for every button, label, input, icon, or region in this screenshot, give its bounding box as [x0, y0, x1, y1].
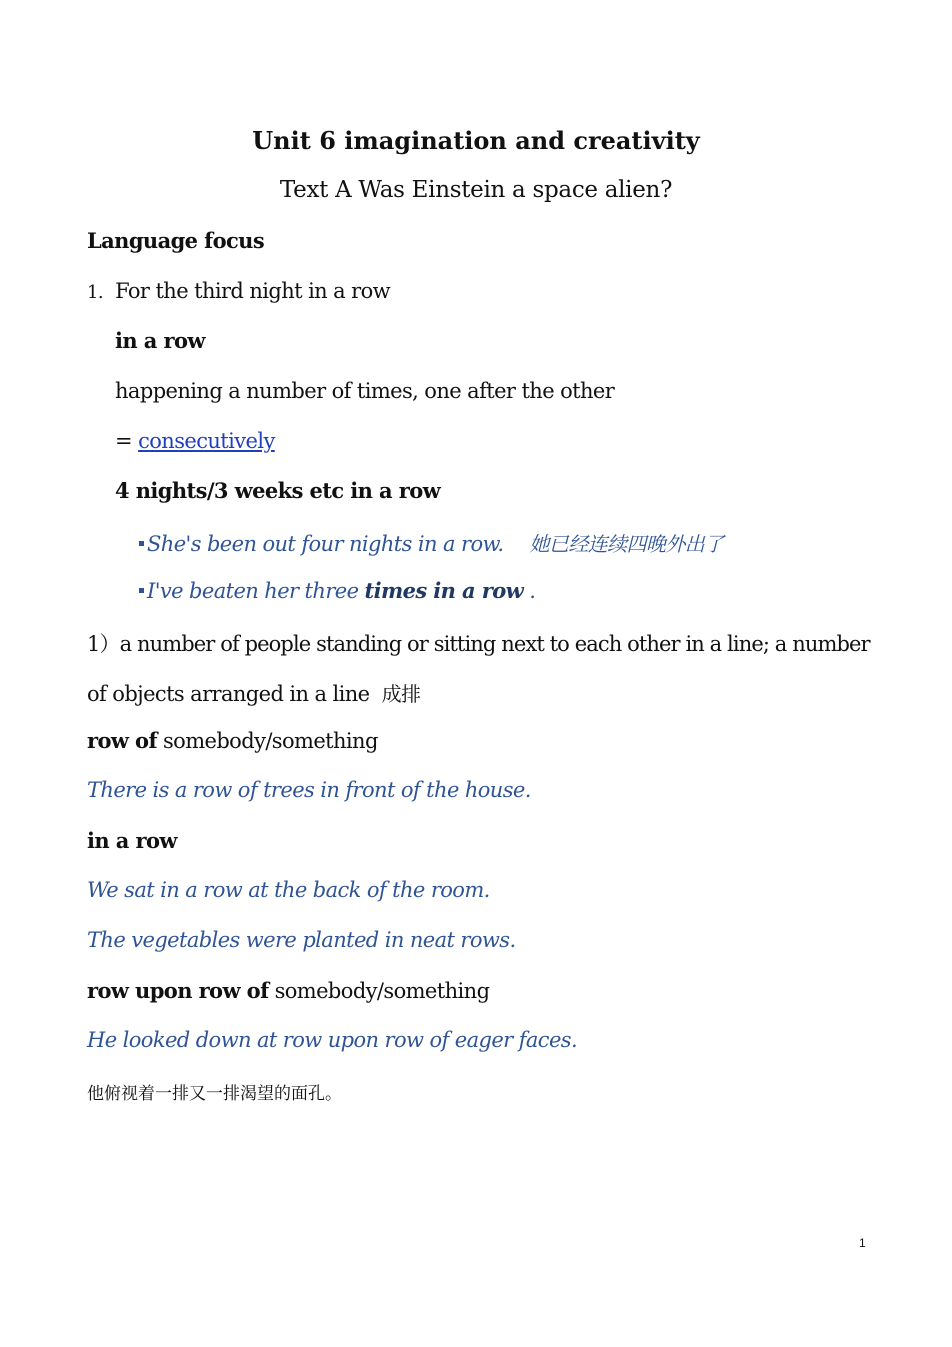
sense-1-line-2: [87, 678, 420, 707]
synonym-link[interactable]: consecutively: [138, 429, 275, 453]
pattern-row-upon-row: [87, 978, 489, 1003]
phrase-in-a-row: in a row: [115, 328, 205, 353]
example-1: [139, 528, 724, 557]
example-row-of: There is a row of trees in front of the house.: [87, 778, 531, 802]
page-number: 1: [859, 1236, 866, 1250]
pattern-line: 4 nights/3 weeks etc in a row: [115, 478, 441, 503]
pattern-row-of-rest: somebody/something: [156, 729, 378, 753]
sense-1-translation: 成排: [381, 682, 421, 706]
page-title: Unit 6 imagination and creativity: [252, 126, 700, 155]
section-heading: Language focus: [87, 228, 265, 253]
item-1-text: For the third night in a row: [115, 279, 391, 303]
example-in-a-row-1: We sat in a row at the back of the room.: [87, 878, 490, 902]
example-in-a-row-2: The vegetables were planted in neat rows.: [87, 928, 516, 952]
example-1-text: She's been out four nights in a row.: [147, 532, 504, 556]
sense-marker: 1）: [87, 632, 120, 656]
synonym-line: [115, 429, 275, 453]
example-2: [139, 578, 535, 603]
item-1-heading: [87, 279, 390, 303]
bullet-icon: [139, 588, 144, 593]
item-number: 1.: [87, 282, 103, 303]
definition: happening a number of times, one after the other: [115, 379, 615, 403]
bullet-icon: [139, 541, 144, 546]
pattern-row-of: [87, 728, 378, 753]
pattern-in-a-row: in a row: [87, 828, 177, 853]
example-2-bold: times in a row: [364, 578, 524, 603]
example-row-upon-row: He looked down at row upon row of eager faces.: [87, 1028, 578, 1052]
pattern-row-of-bold: row of: [87, 728, 157, 753]
example-1-translation: 她已经连续四晚外出了: [529, 532, 724, 556]
sense-1-text: a number of people standing or sitting next to each other in a line; a number: [119, 632, 870, 656]
sense-1-text-2: of objects arranged in a line: [87, 682, 376, 706]
synonym-prefix: =: [115, 429, 139, 453]
page-subtitle: Text A Was Einstein a space alien?: [279, 177, 673, 203]
example-2-post: .: [523, 579, 536, 603]
example-row-upon-row-translation: 他俯视着一排又一排渴望的面孔。: [87, 1084, 342, 1104]
pattern-row-upon-row-bold: row upon row of: [87, 978, 269, 1003]
pattern-row-upon-row-rest: somebody/something: [268, 979, 490, 1003]
example-2-pre: I've beaten her three: [147, 579, 365, 603]
sense-1-line-1: [87, 628, 870, 658]
